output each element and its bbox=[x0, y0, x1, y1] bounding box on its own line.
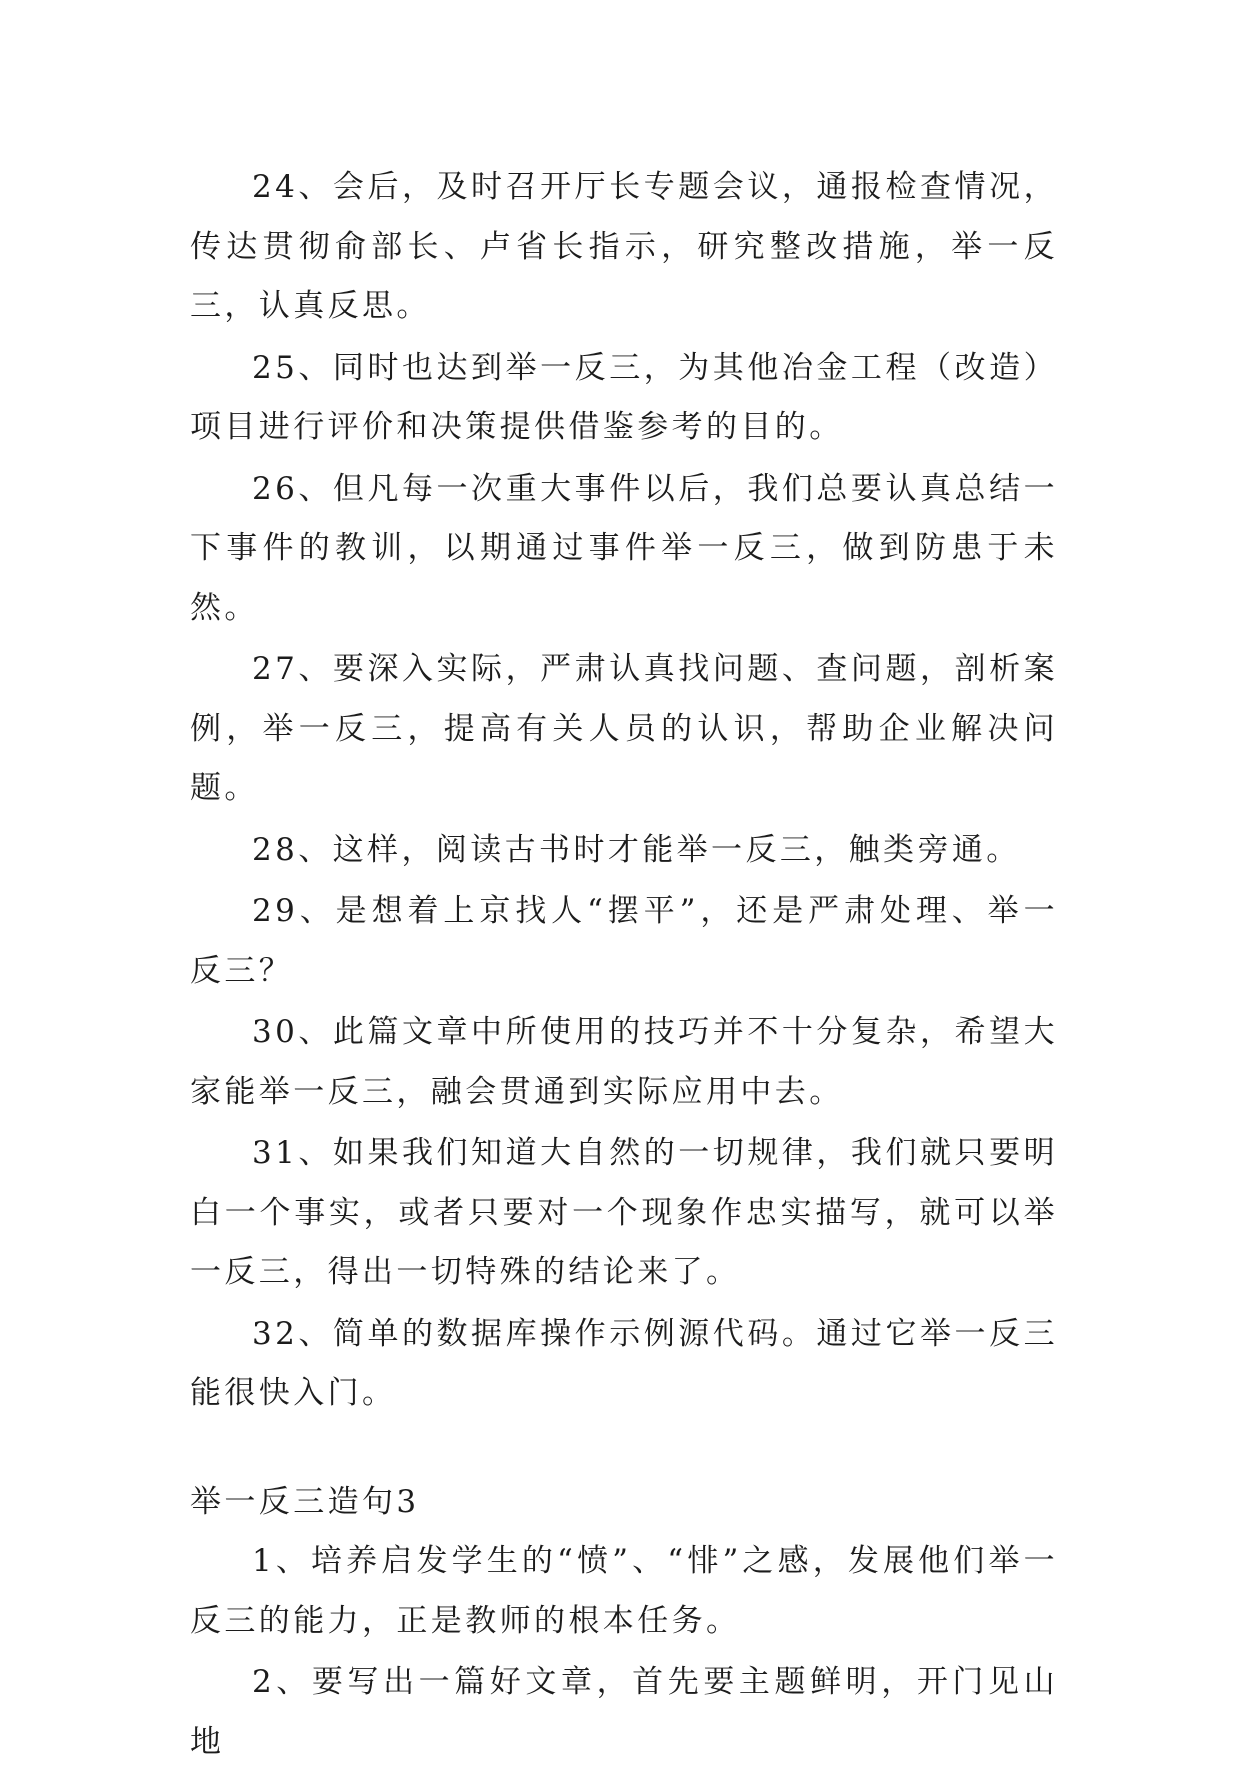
paragraph-31: 31、如果我们知道大自然的一切规律，我们就只要明白一个事实，或者只要对一个现象作忠实描写，就可以举一反三，得出一切特殊的结论来了。 bbox=[190, 1135, 1058, 1290]
paragraph-1: 1、培养启发学生的“愤”、“悱”之感，发展他们举一反三的能力，正是教师的根本任务。 bbox=[190, 1543, 1058, 1639]
paragraph-32: 32、简单的数据库操作示例源代码。通过它举一反三能很快入门。 bbox=[190, 1315, 1058, 1411]
paragraph-29: 29、是想着上京找人“摆平”，还是严肃处理、举一反三？ bbox=[190, 893, 1058, 989]
paragraph-2: 2、要写出一篇好文章，首先要主题鲜明，开门见山地 bbox=[190, 1664, 1058, 1760]
paragraph-24: 24、会后，及时召开厅长专题会议，通报检查情况，传达贯彻俞部长、卢省长指示，研究整改措施，举一反三，认真反思。 bbox=[190, 169, 1058, 324]
section-heading: 举一反三造句3 bbox=[190, 1483, 420, 1520]
paragraph-30: 30、此篇文章中所使用的技巧并不十分复杂，希望大家能举一反三，融会贯通到实际应用中去。 bbox=[190, 1014, 1058, 1110]
document-page bbox=[190, 158, 1058, 1774]
paragraph-26: 26、但凡每一次重大事件以后，我们总要认真总结一下事件的教训，以期通过事件举一反三，做到防患于未然。 bbox=[190, 470, 1058, 626]
paragraph-28: 28、这样，阅读古书时才能举一反三，触类旁通。 bbox=[252, 831, 1021, 868]
paragraph-27: 27、要深入实际，严肃认真找问题、查问题，剖析案例，举一反三，提高有关人员的认识，帮助企业解决问题。 bbox=[190, 651, 1058, 806]
paragraph-25: 25、同时也达到举一反三，为其他冶金工程（改造）项目进行评价和决策提供借鉴参考的目的。 bbox=[190, 349, 1058, 445]
